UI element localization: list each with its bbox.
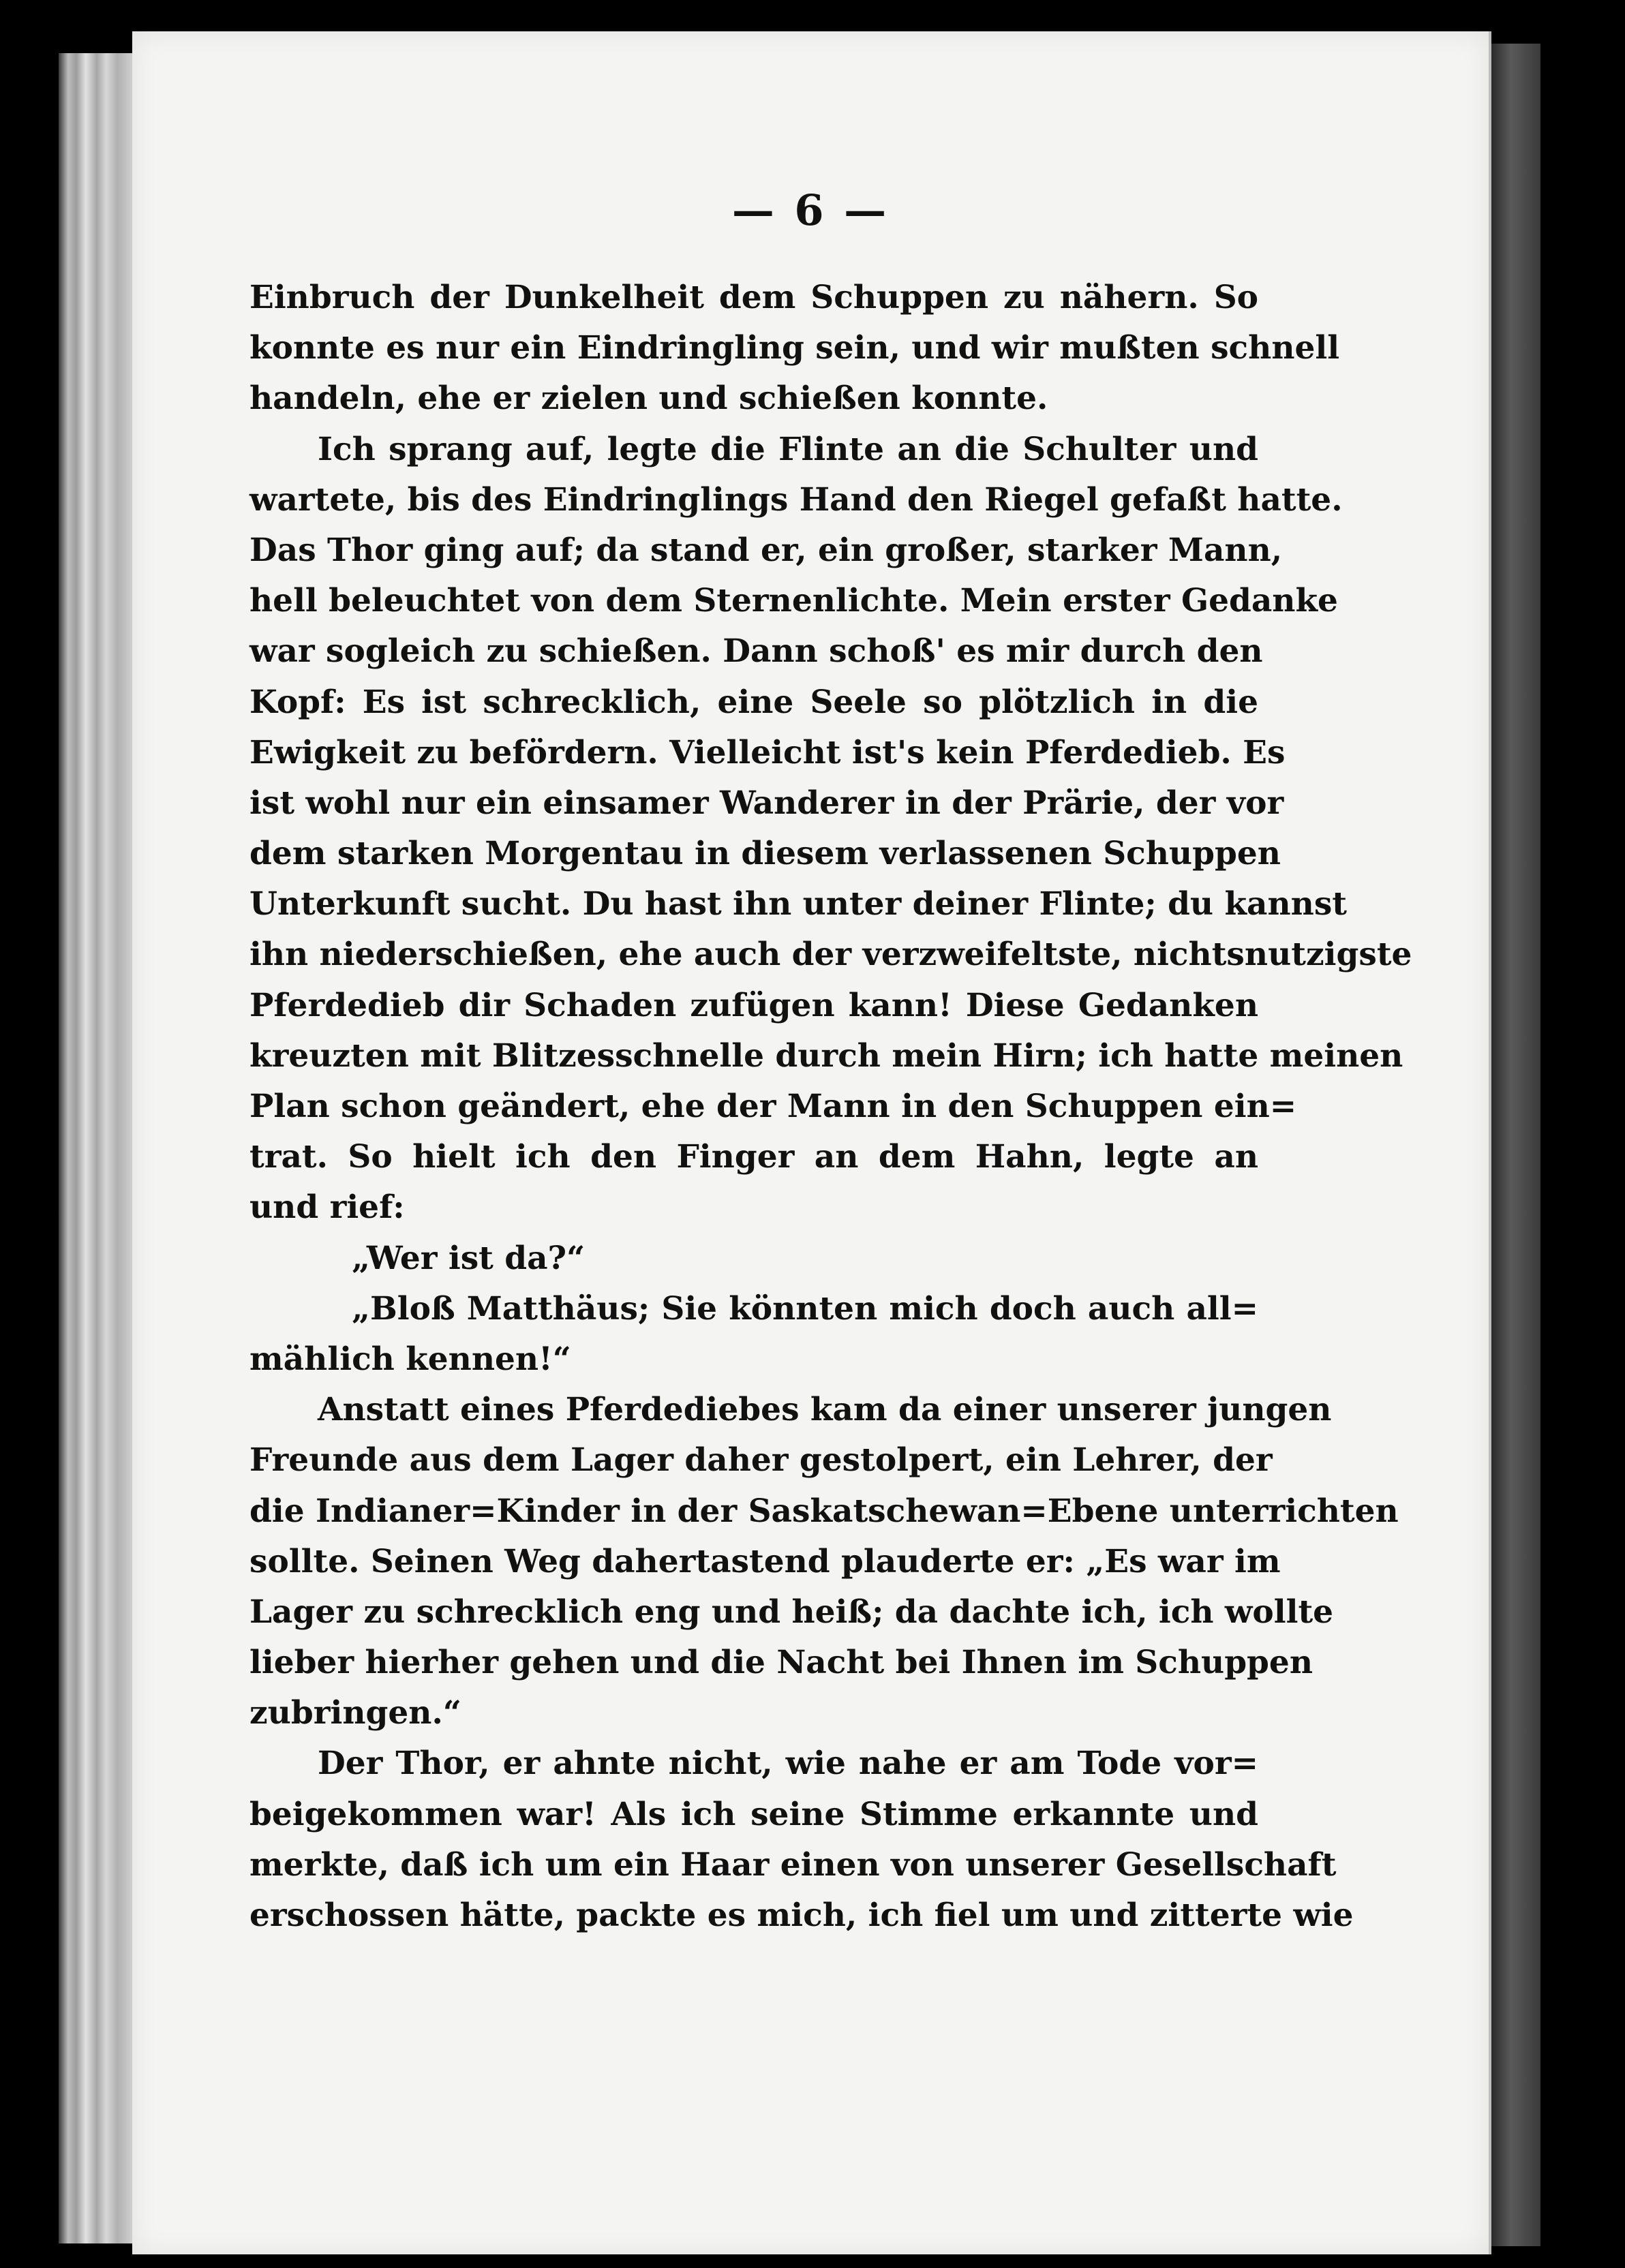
text-line: Ewigkeit zu befördern. Vielleicht ist's kein Pferdedieb. Es [249,733,1286,771]
text-line: war sogleich zu schießen. Dann schoß' es mir durch den [249,632,1263,671]
text-line: trat. So hielt ich den Finger an dem Hahn, legte an [249,1138,1258,1176]
text-line: hell beleuchtet von dem Sternenlichte. Mein erster Gedanke [249,582,1338,620]
text-line: konnte es nur ein Eindringling sein, und wir mußten schnell [249,329,1340,367]
scan-border [1542,0,1625,2268]
text-line: merkte, daß ich um ein Haar einen von unserer Gesellschaft [249,1845,1337,1884]
text-line: „Bloß Matthäus; Sie könnten mich doch auch all= [352,1289,1258,1328]
text-line: die Indianer=Kinder in der Saskatschewan=Ebene unterrichten [249,1492,1399,1530]
text-line: mählich kennen!“ [249,1340,571,1378]
text-line: Das Thor ging auf; da stand er, ein großer, starker Mann, [249,531,1283,569]
text-line: Einbruch der Dunkelheit dem Schuppen zu nähern. So [249,279,1258,316]
text-line: handeln, ehe er zielen und schießen konnte. [249,380,1048,418]
text-line: kreuzten mit Blitzesschnelle durch mein Hirn; ich hatte meinen [249,1037,1403,1075]
text-line: Der Thor, er ahnte nicht, wie nahe er am Tode vor= [318,1745,1258,1783]
text-line: wartete, bis des Eindringlings Hand den Riegel gefaßt hatte. [249,480,1343,519]
text-line: ist wohl nur ein einsamer Wanderer in der Prärie, der vor [249,784,1284,822]
text-line: Unterkunft sucht. Du hast ihn unter deiner Flinte; du kannst [249,885,1348,923]
text-line: zubringen.“ [249,1694,461,1732]
page-number: — 6 — [731,185,890,235]
text-line: sollte. Seinen Weg dahertastend plauderte er: „Es war im [249,1542,1281,1580]
text-line: ihn niederschießen, ehe auch der verzweifeltste, nichtsnutzigste [249,936,1412,974]
text-line: Pferdedieb dir Schaden zufügen kann! Diese Gedanken [249,986,1258,1024]
text-line: und rief: [249,1189,405,1227]
text-line: Anstatt eines Pferdediebes kam da einer unserer jungen [318,1391,1332,1429]
book-gutter [59,53,132,2243]
text-line: dem starken Morgentau in diesem verlassenen Schuppen [249,835,1281,873]
text-line: Ich sprang auf, legte die Flinte an die Schulter und [318,430,1258,468]
facing-page-edge [1491,44,1540,2246]
text-line: erschossen hätte, packte es mich, ich fiel um und zitterte wie [249,1897,1354,1934]
text-line: Plan schon geändert, ehe der Mann in den Schuppen ein= [249,1088,1297,1125]
text-line: beigekommen war! Als ich seine Stimme erkannte und [249,1795,1258,1833]
text-line: Freunde aus dem Lager daher gestolpert, ein Lehrer, der [249,1441,1273,1480]
text-line: „Wer ist da?“ [352,1239,586,1277]
body-text [249,273,1412,1941]
text-line: lieber hierher gehen und die Nacht bei Ihnen im Schuppen [249,1644,1313,1682]
text-line: Lager zu schrecklich eng und heiß; da dachte ich, ich wollte [249,1593,1334,1631]
text-line: Kopf: Es ist schrecklich, eine Seele so plötzlich in die [249,683,1258,721]
